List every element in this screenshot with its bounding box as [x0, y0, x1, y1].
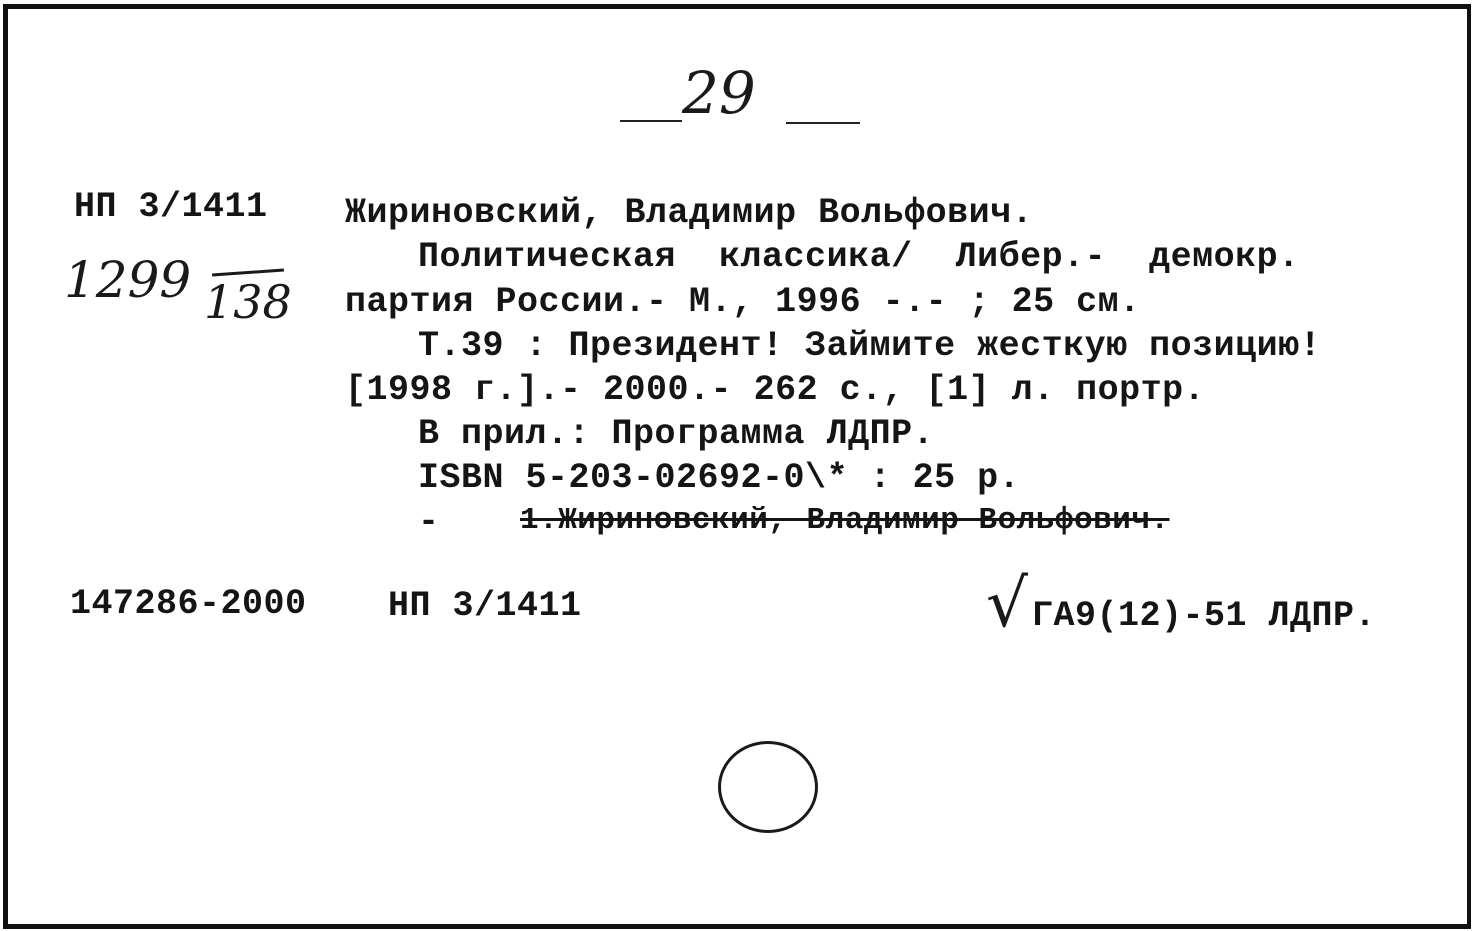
punch-hole	[718, 741, 818, 833]
entry-title-line1: Политическая классика/ Либер.- демокр.	[418, 237, 1300, 277]
number-dash-right	[786, 122, 860, 124]
shelf-mark: НП 3/1411	[74, 187, 268, 227]
number-dash-left	[620, 120, 682, 122]
entry-note: В прил.: Программа ЛДПР.	[418, 414, 935, 454]
handwritten-code-main: 1299	[64, 251, 192, 309]
classification: ГА9(12)-51 ЛДПР.	[1032, 596, 1377, 636]
entry-volume-line2: [1998 г.].- 2000.- 262 с., [1] л. портр.	[345, 370, 1206, 410]
entry-title-line2: партия России.- М., 1996 -.- ; 25 см.	[345, 282, 1141, 322]
entry-tracing-struck: 1.Жириновский, Владимир Вольфович.	[520, 503, 1170, 538]
card-number: 29	[682, 59, 756, 127]
entry-isbn: ISBN 5-203-02692-0\* : 25 р.	[418, 458, 1021, 498]
catalog-card	[3, 4, 1471, 929]
record-number: 147286-2000	[70, 584, 307, 624]
handwritten-code-fraction: 138	[204, 275, 292, 329]
handwritten-code	[64, 247, 304, 337]
entry-author: Жириновский, Владимир Вольфович.	[345, 193, 1034, 233]
entry-tracing-dash: -	[418, 502, 440, 542]
check-mark: √	[986, 565, 1029, 642]
footer-shelf-mark: НП 3/1411	[388, 586, 582, 626]
entry-volume-line1: Т.39 : Президент! Займите жесткую позицию!	[418, 326, 1322, 366]
